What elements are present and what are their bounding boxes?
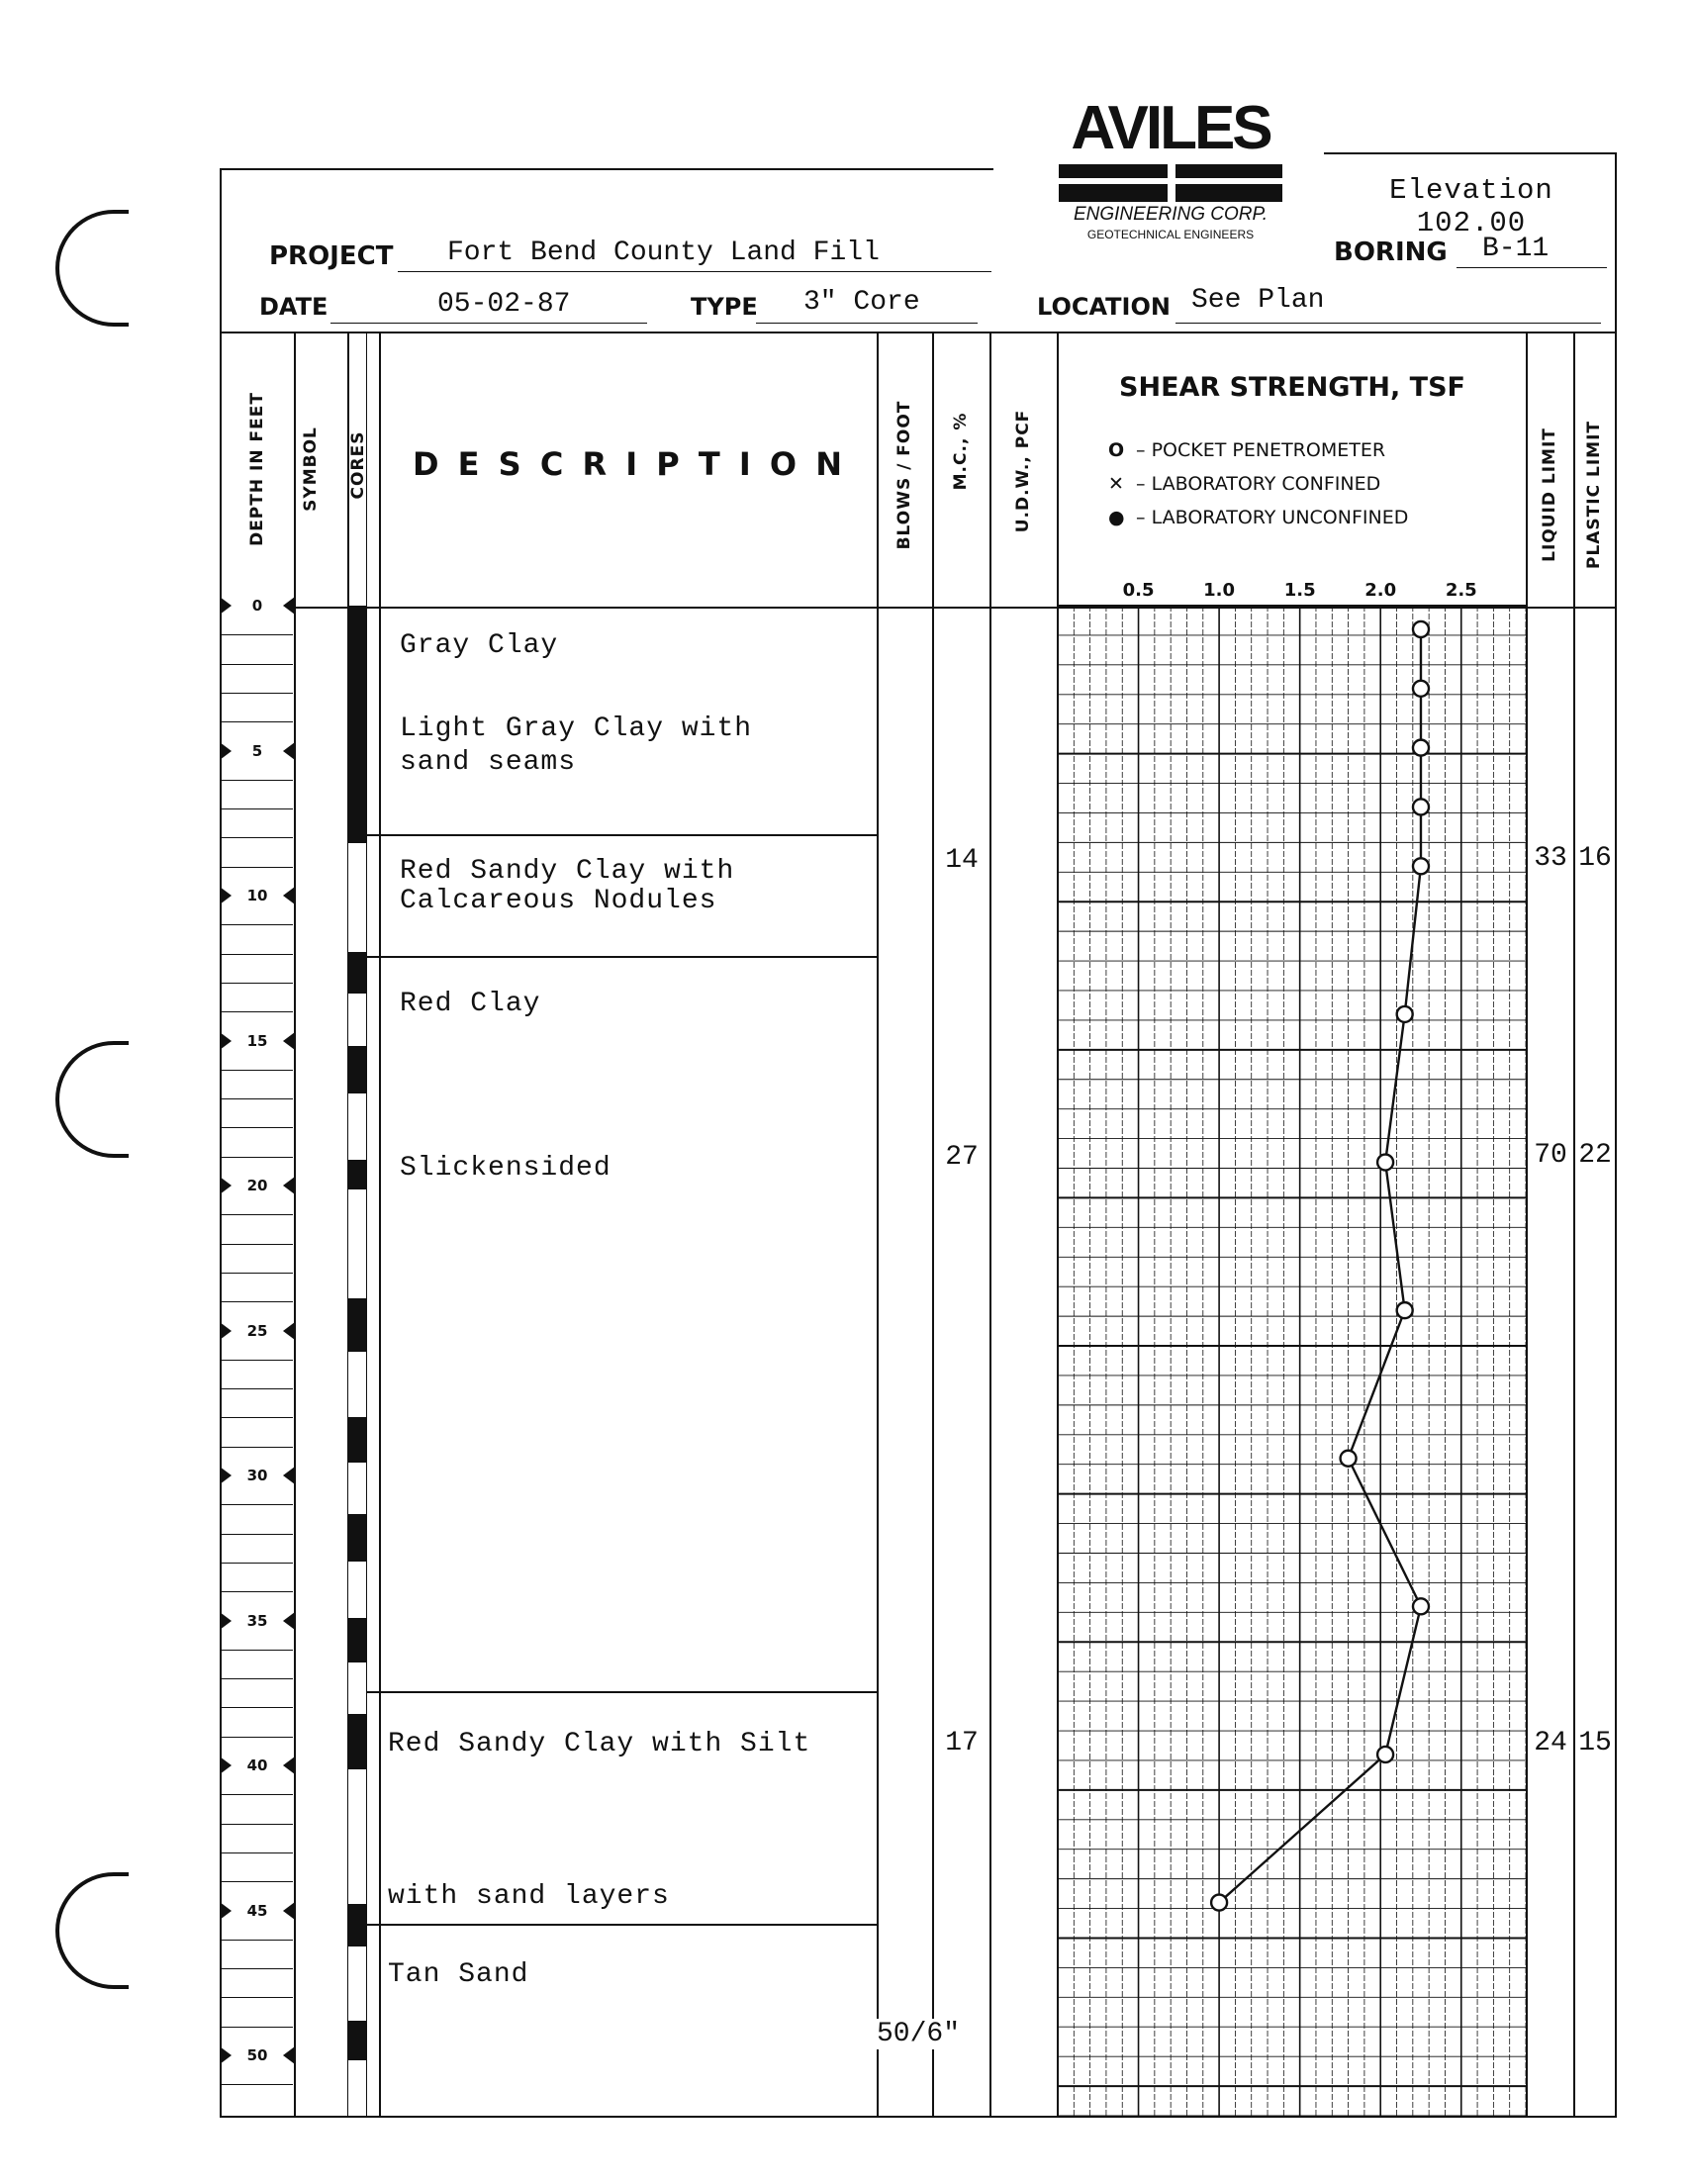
depth-tick [222, 954, 293, 955]
core-segment [348, 1298, 366, 1352]
depth-tick [222, 1707, 293, 1708]
core-segment [348, 1352, 366, 1417]
plastic-limit-3: 15 [1578, 1728, 1612, 1758]
core-segment [348, 1160, 366, 1189]
depth-tick [222, 1881, 293, 1882]
depth-label-40: 40 [222, 1753, 293, 1778]
series-line [1219, 629, 1421, 1903]
project-row [269, 237, 1001, 273]
depth-tick [222, 808, 293, 809]
depth-tick [222, 1011, 293, 1012]
depth-tick [222, 1127, 293, 1128]
depth-tick [222, 1794, 293, 1795]
logo-text: AVILES [1071, 94, 1270, 162]
shear-strength-chart [1058, 554, 1526, 2116]
core-segment [348, 606, 366, 843]
description-slickensided: Slickensided [400, 1153, 611, 1184]
depth-tick [222, 780, 293, 781]
description-red-sandy-clay-silt: Red Sandy Clay with Silt [388, 1729, 811, 1759]
core-segment [348, 2060, 366, 2116]
date-label: DATE [259, 293, 329, 321]
description-tan-sand: Tan Sand [388, 1959, 529, 1990]
x-tick-label: 2.0 [1364, 580, 1397, 601]
company-subtitle: GEOTECHNICAL ENGINEERS [1086, 228, 1255, 241]
depth-tick [222, 1417, 293, 1418]
core-segment [348, 994, 366, 1046]
col-divider-mc [989, 332, 991, 2118]
frame-bottom [220, 2116, 1617, 2118]
description-calcareous-nodules: Calcareous Nodules [400, 886, 717, 916]
data-point [1413, 1598, 1429, 1614]
core-segment [348, 1947, 366, 2021]
mc-value-2: 27 [945, 1142, 979, 1173]
depth-tick [222, 2027, 293, 2028]
description-gray-clay: Gray Clay [400, 630, 559, 661]
description-sand-layers: with sand layers [388, 1881, 670, 1912]
layer-boundary-3 [366, 1691, 877, 1693]
depth-tick [222, 1504, 293, 1505]
legend-laboratory-unconfined: ● – LABORATORY UNCONFINED [1108, 507, 1409, 528]
core-segment [348, 1562, 366, 1618]
x-tick-label: 0.5 [1122, 580, 1155, 601]
depth-tick [222, 924, 293, 925]
data-point [1397, 1302, 1413, 1318]
plastic-limit-1: 16 [1578, 843, 1612, 874]
depth-tick [222, 1650, 293, 1651]
binder-ring-middle [55, 1041, 129, 1158]
header-mc: M.C., % [951, 412, 971, 491]
depth-tick [222, 721, 293, 722]
depth-tick [222, 1737, 293, 1738]
depth-label-15: 15 [222, 1028, 293, 1054]
depth-tick [222, 1388, 293, 1389]
depth-tick [222, 867, 293, 868]
col-divider-liquid [1573, 332, 1575, 2118]
depth-tick [222, 1098, 293, 1099]
header-symbol: SYMBOL [301, 427, 321, 512]
depth-tick [222, 837, 293, 838]
col-divider-blows [932, 332, 934, 2118]
logo-bars [1059, 164, 1282, 202]
depth-label-30: 30 [222, 1463, 293, 1488]
core-segment [348, 1714, 366, 1769]
core-segment [348, 2021, 366, 2060]
location-label: LOCATION [1037, 293, 1171, 321]
core-segment [348, 952, 366, 994]
location-value: See Plan [1191, 285, 1325, 316]
depth-tick [222, 1997, 293, 1998]
depth-label-20: 20 [222, 1173, 293, 1198]
project-value: Fort Bend County Land Fill [447, 237, 880, 268]
depth-tick [222, 1157, 293, 1158]
depth-tick [222, 1563, 293, 1564]
header-depth: DEPTH IN FEET [247, 392, 267, 546]
header-description: D E S C R I P T I O N [412, 445, 847, 483]
header-udw: U.D.W., PCF [1013, 409, 1033, 533]
description-red-clay: Red Clay [400, 989, 541, 1019]
depth-label-0: 0 [222, 593, 293, 618]
col-divider-chart [1526, 332, 1528, 2118]
depth-tick [222, 1301, 293, 1302]
legend-laboratory-confined: ✕ – LABORATORY CONFINED [1108, 473, 1381, 495]
core-segment [348, 1618, 366, 1662]
data-point [1413, 740, 1429, 756]
depth-tick [222, 1273, 293, 1274]
x-tick-label: 1.5 [1283, 580, 1316, 601]
core-segment [348, 1514, 366, 1562]
depth-label-5: 5 [222, 738, 293, 764]
date-row [259, 287, 1605, 327]
mc-value-1: 14 [945, 845, 979, 876]
depth-tick [222, 664, 293, 665]
depth-tick [222, 1678, 293, 1679]
depth-tick [222, 634, 293, 635]
data-point [1377, 1155, 1393, 1171]
data-point [1413, 621, 1429, 637]
legend-pocket-penetrometer: O – POCKET PENETROMETER [1108, 439, 1386, 461]
depth-tick [222, 1591, 293, 1592]
mc-value-3: 17 [945, 1728, 979, 1758]
header-blows: BLOWS / FOOT [894, 400, 914, 550]
layer-boundary-2 [366, 956, 877, 958]
frame-right [1615, 152, 1617, 2118]
company-name: ENGINEERING CORP. [1073, 204, 1269, 225]
plastic-limit-2: 22 [1578, 1140, 1612, 1171]
header-plastic: PLASTIC LIMIT [1584, 421, 1604, 570]
depth-ladder [222, 597, 293, 2116]
layer-boundary-1 [366, 834, 877, 836]
depth-tick [222, 2084, 293, 2085]
description-light-gray-clay: Light Gray Clay with [400, 713, 753, 744]
elevation-value: Elevation 102.00 [1389, 174, 1553, 239]
depth-tick [222, 1214, 293, 1215]
frame-top-right [1324, 152, 1617, 154]
core-segment [348, 1046, 366, 1093]
depth-label-35: 35 [222, 1608, 293, 1634]
data-point [1413, 858, 1429, 874]
core-segment [348, 1463, 366, 1514]
project-label: PROJECT [269, 241, 394, 271]
depth-label-10: 10 [222, 883, 293, 908]
x-tick-label: 1.0 [1203, 580, 1236, 601]
shear-title: SHEAR STRENGTH, TSF [1119, 372, 1465, 403]
data-point [1413, 681, 1429, 697]
shear-legend [1108, 433, 1524, 534]
core-segment [348, 1769, 366, 1821]
boring-row [1334, 234, 1611, 271]
company-logo [1057, 94, 1284, 249]
frame-top-left [220, 168, 993, 170]
type-value: 3" Core [803, 287, 920, 318]
liquid-limit-2: 70 [1534, 1140, 1567, 1171]
cores-column [348, 606, 366, 2116]
core-segment [348, 1662, 366, 1714]
depth-tick [222, 983, 293, 984]
col-divider-description [877, 332, 879, 2118]
depth-tick [222, 693, 293, 694]
depth-label-25: 25 [222, 1318, 293, 1344]
data-point [1341, 1451, 1357, 1467]
depth-tick [222, 1360, 293, 1361]
date-value: 05-02-87 [437, 289, 571, 320]
core-segment [348, 843, 366, 952]
core-segment [348, 1904, 366, 1947]
binder-ring-top [55, 210, 129, 327]
depth-tick [222, 1968, 293, 1969]
depth-tick [222, 1824, 293, 1825]
col-divider-cores-a [366, 332, 367, 2118]
header-divider [220, 332, 1617, 333]
core-segment [348, 1189, 366, 1298]
data-point [1211, 1895, 1227, 1911]
data-point [1377, 1747, 1393, 1762]
boring-label: BORING [1334, 237, 1448, 267]
description-sand-seams: sand seams [400, 747, 577, 778]
data-point [1413, 799, 1429, 814]
description-red-sandy-clay: Red Sandy Clay with [400, 856, 735, 887]
depth-tick [222, 1447, 293, 1448]
x-tick-label: 2.5 [1445, 580, 1477, 601]
boring-value: B-11 [1482, 234, 1550, 264]
binder-ring-bottom [55, 1872, 129, 1989]
depth-tick [222, 1070, 293, 1071]
layer-boundary-4 [366, 1924, 877, 1926]
col-divider-cores [379, 332, 381, 2118]
header-cores: CORES [348, 430, 368, 500]
liquid-limit-3: 24 [1534, 1728, 1567, 1758]
depth-tick [222, 1244, 293, 1245]
header-liquid: LIQUID LIMIT [1540, 427, 1559, 562]
depth-label-50: 50 [222, 2042, 293, 2068]
depth-tick [222, 1940, 293, 1941]
depth-tick [222, 1534, 293, 1535]
depth-tick [222, 1852, 293, 1853]
core-segment [348, 1821, 366, 1904]
type-label: TYPE [691, 293, 758, 321]
liquid-limit-1: 33 [1534, 843, 1567, 874]
core-segment [348, 1093, 366, 1160]
data-point [1397, 1006, 1413, 1022]
blows-value: 50/6" [877, 2019, 961, 2049]
depth-label-45: 45 [222, 1898, 293, 1924]
core-segment [348, 1417, 366, 1463]
